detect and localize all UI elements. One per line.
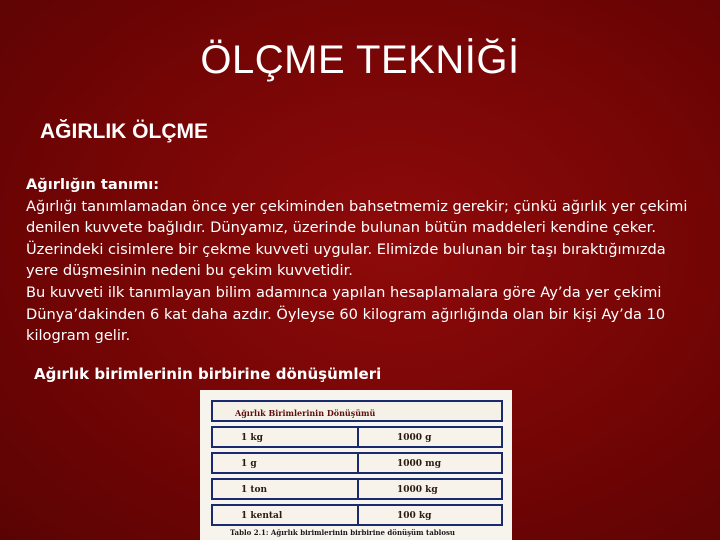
- definition-paragraph: Ağırlığı tanımlamadan önce yer çekiminden bahsetmemiz gerekir; çünkü ağırlık yer çekimi denilen kuvvete bağlıdır. Dünyamız, üzerinde bulunan bütün maddeleri kendine çeker. Üzerindeki cisimlere bir çekme kuvveti uygular. Elimizde bulunan bir taşı bıraktığımızda yere düşmesinin nedeni bu çekim kuvvetidir.: [26, 197, 688, 280]
- table-row: [211, 452, 503, 474]
- moon-gravity-paragraph: Bu kuvveti ilk tanımlayan bilim adamınca yapılan hesaplamalara göre Ay’da yer çekimi Dünya’dakinden 6 kat daha azdır. Öyleyse 60 kilogram ağırlığında olan bir kişi Ay’da 10 kilogram gelir.: [26, 283, 666, 345]
- conversion-table: [211, 400, 503, 526]
- conversions-heading: Ağırlık birimlerinin birbirine dönüşümleri: [34, 365, 382, 383]
- table-cell-equivalent: 100 kg: [397, 511, 432, 521]
- slide-subtitle: AĞIRLIK ÖLÇME: [40, 120, 208, 143]
- conversion-table-image: [200, 390, 512, 540]
- table-row: [211, 478, 503, 500]
- table-row: [211, 426, 503, 448]
- table-caption: Tablo 2.1: Ağırlık birimlerinin birbirine dönüşüm tablosu: [230, 528, 456, 537]
- slide-title: ÖLÇME TEKNİĞİ: [200, 38, 520, 82]
- table-row: [211, 504, 503, 526]
- table-cell-equivalent: 1000 g: [397, 433, 432, 443]
- table-cell-unit: 1 kental: [213, 506, 359, 524]
- table-title: Ağırlık Birimlerinin Dönüşümü: [211, 400, 503, 422]
- slide-body: [26, 174, 698, 347]
- table-cell-unit: 1 g: [213, 454, 359, 472]
- definition-heading: Ağırlığın tanımı:: [26, 176, 160, 193]
- table-cell-unit: 1 kg: [213, 428, 359, 446]
- table-cell-equivalent: 1000 mg: [397, 459, 441, 469]
- table-cell-equivalent: 1000 kg: [397, 485, 438, 495]
- table-cell-unit: 1 ton: [213, 480, 359, 498]
